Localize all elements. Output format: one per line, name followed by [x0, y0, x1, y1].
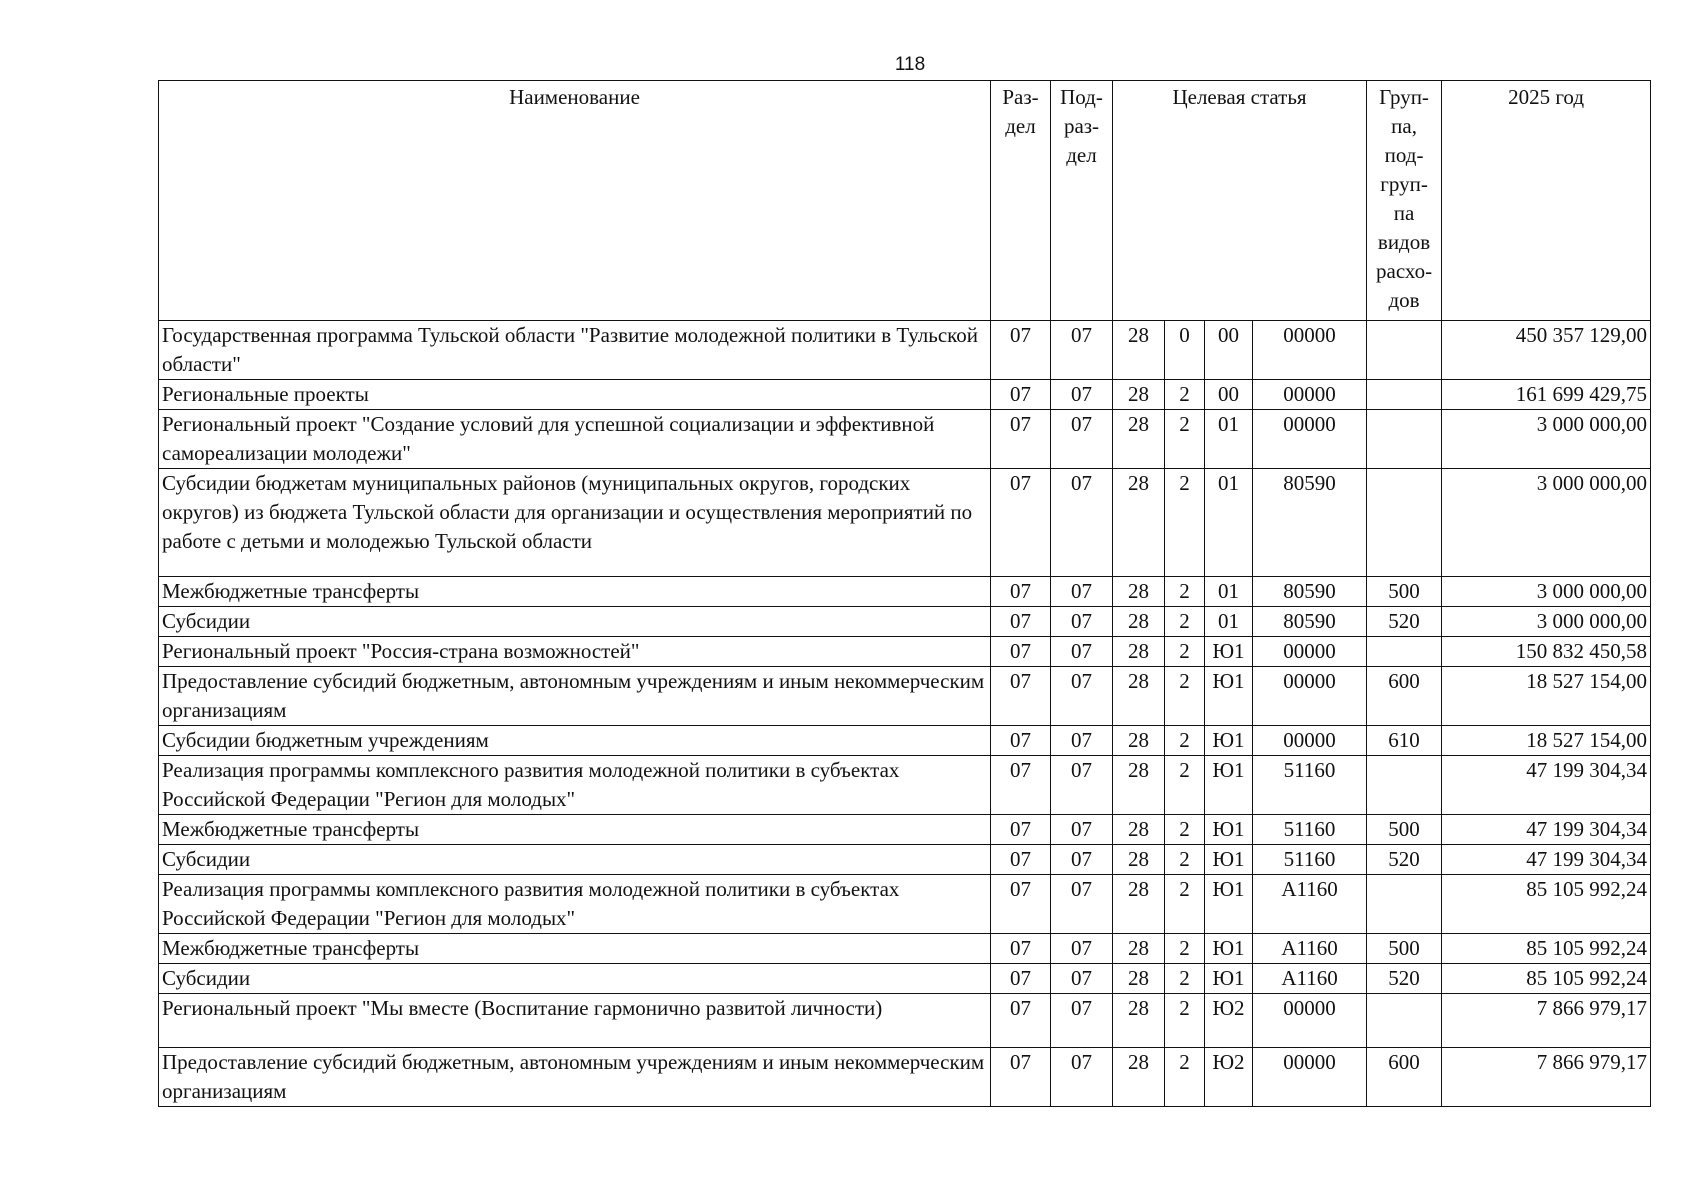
row-target-subprogram: 2 [1165, 756, 1205, 815]
row-razdel: 07 [991, 815, 1051, 845]
row-amount: 450 357 129,00 [1442, 321, 1651, 380]
row-amount: 7 866 979,17 [1442, 1048, 1651, 1107]
row-podrazdel: 07 [1051, 469, 1113, 577]
row-name: Субсидии [159, 845, 991, 875]
row-target-program: 28 [1113, 321, 1165, 380]
row-expense-group: 520 [1367, 964, 1442, 994]
row-target-subprogram: 2 [1165, 726, 1205, 756]
row-name: Региональный проект "Создание условий для успешной социализации и эффективной самореализации молодежи" [159, 410, 991, 469]
row-expense-group: 600 [1367, 1048, 1442, 1107]
row-name: Предоставление субсидий бюджетным, автономным учреждениям и иным некоммерческим организациям [159, 1048, 991, 1107]
row-razdel: 07 [991, 321, 1051, 380]
row-target-event: 00 [1205, 321, 1253, 380]
row-razdel: 07 [991, 667, 1051, 726]
row-target-subprogram: 2 [1165, 934, 1205, 964]
row-expense-group: 500 [1367, 815, 1442, 845]
row-target-event: Ю2 [1205, 1048, 1253, 1107]
row-target-subprogram: 2 [1165, 815, 1205, 845]
row-target-direction: 00000 [1253, 637, 1367, 667]
row-amount: 161 699 429,75 [1442, 380, 1651, 410]
row-amount: 18 527 154,00 [1442, 726, 1651, 756]
row-target-direction: 80590 [1253, 607, 1367, 637]
row-podrazdel: 07 [1051, 845, 1113, 875]
row-target-direction: 80590 [1253, 469, 1367, 577]
row-razdel: 07 [991, 380, 1051, 410]
row-target-direction: 00000 [1253, 410, 1367, 469]
row-target-program: 28 [1113, 994, 1165, 1048]
row-target-subprogram: 2 [1165, 875, 1205, 934]
row-name: Межбюджетные трансферты [159, 934, 991, 964]
row-razdel: 07 [991, 845, 1051, 875]
row-target-event: 00 [1205, 380, 1253, 410]
row-expense-group [1367, 410, 1442, 469]
row-target-direction: 00000 [1253, 726, 1367, 756]
budget-table [158, 80, 1651, 1107]
table-row [159, 726, 1651, 756]
row-amount: 47 199 304,34 [1442, 815, 1651, 845]
column-header-name: Наименование [159, 81, 991, 321]
row-podrazdel: 07 [1051, 875, 1113, 934]
row-target-direction: 80590 [1253, 577, 1367, 607]
table-body [159, 321, 1651, 1107]
row-target-event: Ю1 [1205, 934, 1253, 964]
row-expense-group [1367, 469, 1442, 577]
row-target-subprogram: 2 [1165, 994, 1205, 1048]
row-expense-group [1367, 637, 1442, 667]
row-name: Субсидии [159, 964, 991, 994]
row-target-subprogram: 2 [1165, 964, 1205, 994]
row-amount: 85 105 992,24 [1442, 875, 1651, 934]
column-header-group: Груп- па, под- груп- па видов расхо- дов [1367, 81, 1442, 321]
row-target-program: 28 [1113, 845, 1165, 875]
row-name: Предоставление субсидий бюджетным, автономным учреждениям и иным некоммерческим организациям [159, 667, 991, 726]
row-expense-group: 520 [1367, 845, 1442, 875]
row-name: Реализация программы комплексного развития молодежной политики в субъектах Российской Федерации "Регион для молодых" [159, 875, 991, 934]
row-target-subprogram: 2 [1165, 607, 1205, 637]
row-expense-group [1367, 321, 1442, 380]
table-row [159, 607, 1651, 637]
row-razdel: 07 [991, 577, 1051, 607]
row-target-direction: 51160 [1253, 845, 1367, 875]
row-razdel: 07 [991, 637, 1051, 667]
table-row [159, 994, 1651, 1048]
row-podrazdel: 07 [1051, 815, 1113, 845]
row-target-direction: 51160 [1253, 756, 1367, 815]
row-target-subprogram: 2 [1165, 845, 1205, 875]
row-amount: 3 000 000,00 [1442, 469, 1651, 577]
row-target-subprogram: 2 [1165, 637, 1205, 667]
table-row [159, 321, 1651, 380]
row-name: Региональный проект "Россия-страна возможностей" [159, 637, 991, 667]
row-target-program: 28 [1113, 667, 1165, 726]
row-razdel: 07 [991, 607, 1051, 637]
row-razdel: 07 [991, 994, 1051, 1048]
row-razdel: 07 [991, 934, 1051, 964]
row-target-event: Ю1 [1205, 964, 1253, 994]
table-row [159, 815, 1651, 845]
row-target-program: 28 [1113, 726, 1165, 756]
table-row [159, 380, 1651, 410]
row-target-program: 28 [1113, 756, 1165, 815]
row-podrazdel: 07 [1051, 667, 1113, 726]
row-name: Межбюджетные трансферты [159, 577, 991, 607]
row-target-direction: А1160 [1253, 934, 1367, 964]
table-row [159, 1048, 1651, 1107]
row-target-event: Ю1 [1205, 756, 1253, 815]
row-target-event: Ю1 [1205, 845, 1253, 875]
row-amount: 47 199 304,34 [1442, 756, 1651, 815]
row-razdel: 07 [991, 1048, 1051, 1107]
table-row [159, 410, 1651, 469]
row-target-subprogram: 2 [1165, 380, 1205, 410]
row-name: Субсидии бюджетам муниципальных районов (муниципальных округов, городских округов) из бюджета Тульской области для организации и осуществления мероприятий по работе с детьми и молодежью Тульской области [159, 469, 991, 577]
row-name: Межбюджетные трансферты [159, 815, 991, 845]
row-target-subprogram: 2 [1165, 577, 1205, 607]
row-name: Региональные проекты [159, 380, 991, 410]
row-target-direction: А1160 [1253, 964, 1367, 994]
row-target-program: 28 [1113, 577, 1165, 607]
table-row [159, 845, 1651, 875]
row-razdel: 07 [991, 410, 1051, 469]
row-name: Государственная программа Тульской области "Развитие молодежной политики в Тульской области" [159, 321, 991, 380]
column-header-target-article: Целевая статья [1113, 81, 1367, 321]
row-razdel: 07 [991, 726, 1051, 756]
row-target-program: 28 [1113, 934, 1165, 964]
table-row [159, 577, 1651, 607]
row-amount: 85 105 992,24 [1442, 964, 1651, 994]
row-target-event: Ю1 [1205, 815, 1253, 845]
row-expense-group: 500 [1367, 934, 1442, 964]
row-expense-group: 500 [1367, 577, 1442, 607]
row-target-subprogram: 0 [1165, 321, 1205, 380]
row-target-program: 28 [1113, 607, 1165, 637]
row-target-program: 28 [1113, 637, 1165, 667]
table-row [159, 469, 1651, 577]
row-target-subprogram: 2 [1165, 469, 1205, 577]
row-amount: 3 000 000,00 [1442, 577, 1651, 607]
row-amount: 3 000 000,00 [1442, 607, 1651, 637]
row-target-program: 28 [1113, 815, 1165, 845]
column-header-podrazdel: Под- раз- дел [1051, 81, 1113, 321]
row-podrazdel: 07 [1051, 380, 1113, 410]
row-razdel: 07 [991, 964, 1051, 994]
row-target-event: Ю1 [1205, 637, 1253, 667]
row-name: Субсидии бюджетным учреждениям [159, 726, 991, 756]
row-expense-group [1367, 380, 1442, 410]
row-target-event: Ю1 [1205, 667, 1253, 726]
row-amount: 150 832 450,58 [1442, 637, 1651, 667]
row-target-event: 01 [1205, 469, 1253, 577]
row-target-program: 28 [1113, 1048, 1165, 1107]
row-target-direction: 00000 [1253, 321, 1367, 380]
row-name: Реализация программы комплексного развития молодежной политики в субъектах Российской Федерации "Регион для молодых" [159, 756, 991, 815]
row-target-direction: 00000 [1253, 1048, 1367, 1107]
row-target-direction: 00000 [1253, 994, 1367, 1048]
row-target-program: 28 [1113, 380, 1165, 410]
row-podrazdel: 07 [1051, 321, 1113, 380]
table-row [159, 637, 1651, 667]
column-header-year: 2025 год [1442, 81, 1651, 321]
row-amount: 7 866 979,17 [1442, 994, 1651, 1048]
table-row [159, 964, 1651, 994]
row-podrazdel: 07 [1051, 726, 1113, 756]
table-row [159, 934, 1651, 964]
row-name: Региональный проект "Мы вместе (Воспитание гармонично развитой личности) [159, 994, 991, 1048]
row-target-program: 28 [1113, 410, 1165, 469]
row-podrazdel: 07 [1051, 410, 1113, 469]
row-expense-group [1367, 756, 1442, 815]
row-podrazdel: 07 [1051, 756, 1113, 815]
row-expense-group: 520 [1367, 607, 1442, 637]
row-amount: 18 527 154,00 [1442, 667, 1651, 726]
row-target-program: 28 [1113, 964, 1165, 994]
row-podrazdel: 07 [1051, 637, 1113, 667]
row-target-subprogram: 2 [1165, 1048, 1205, 1107]
row-target-subprogram: 2 [1165, 410, 1205, 469]
column-header-razdel: Раз- дел [991, 81, 1051, 321]
row-expense-group [1367, 994, 1442, 1048]
table-header-row [159, 81, 1651, 321]
row-target-direction: 00000 [1253, 667, 1367, 726]
row-razdel: 07 [991, 469, 1051, 577]
row-target-event: 01 [1205, 607, 1253, 637]
table-row [159, 875, 1651, 934]
row-expense-group: 600 [1367, 667, 1442, 726]
row-podrazdel: 07 [1051, 607, 1113, 637]
row-target-event: 01 [1205, 577, 1253, 607]
row-amount: 47 199 304,34 [1442, 845, 1651, 875]
row-podrazdel: 07 [1051, 1048, 1113, 1107]
row-podrazdel: 07 [1051, 577, 1113, 607]
row-target-event: Ю1 [1205, 875, 1253, 934]
row-amount: 85 105 992,24 [1442, 934, 1651, 964]
table-row [159, 756, 1651, 815]
row-expense-group: 610 [1367, 726, 1442, 756]
page-number: 118 [894, 54, 926, 75]
row-target-event: Ю2 [1205, 994, 1253, 1048]
row-target-direction: 51160 [1253, 815, 1367, 845]
row-razdel: 07 [991, 875, 1051, 934]
row-target-event: 01 [1205, 410, 1253, 469]
row-expense-group [1367, 875, 1442, 934]
row-amount: 3 000 000,00 [1442, 410, 1651, 469]
row-podrazdel: 07 [1051, 964, 1113, 994]
row-target-subprogram: 2 [1165, 667, 1205, 726]
row-target-event: Ю1 [1205, 726, 1253, 756]
row-razdel: 07 [991, 756, 1051, 815]
row-target-program: 28 [1113, 875, 1165, 934]
row-target-program: 28 [1113, 469, 1165, 577]
row-target-direction: А1160 [1253, 875, 1367, 934]
row-target-direction: 00000 [1253, 380, 1367, 410]
row-name: Субсидии [159, 607, 991, 637]
row-podrazdel: 07 [1051, 934, 1113, 964]
row-podrazdel: 07 [1051, 994, 1113, 1048]
table-row [159, 667, 1651, 726]
